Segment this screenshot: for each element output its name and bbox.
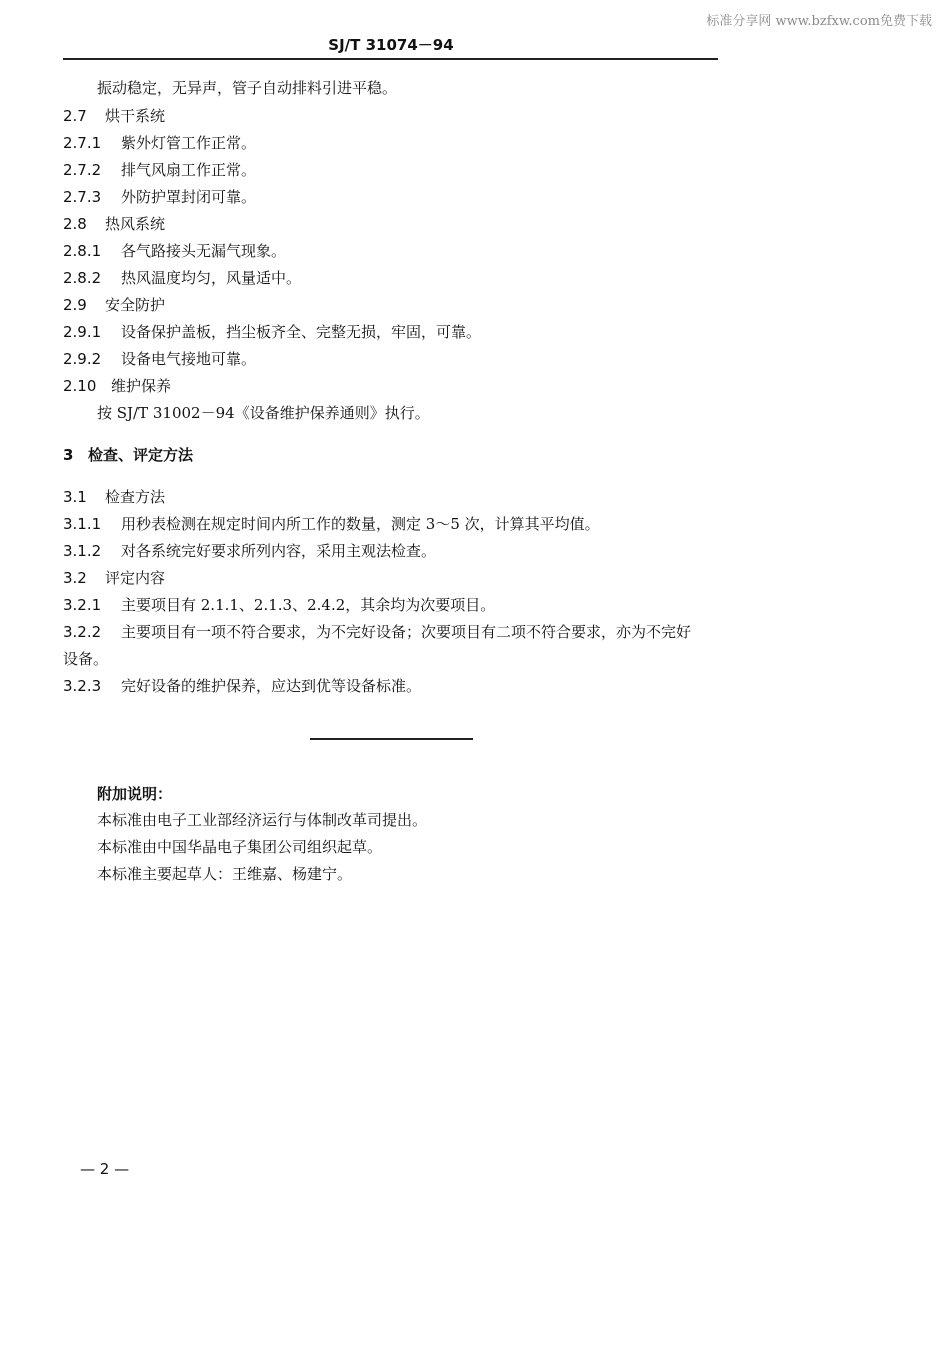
page-number: — 2 —: [80, 1160, 130, 1178]
section-number: 3.2.2: [63, 623, 102, 641]
section-2-8-1: [63, 241, 286, 261]
section-text: 排气风扇工作正常。: [121, 161, 257, 179]
section-2-7-2: [63, 160, 256, 180]
section-title: 热风系统: [105, 215, 166, 233]
section-number: 2.9: [63, 296, 87, 314]
paragraph-continuation: 振动稳定，无异声，管子自动排料引进平稳。: [97, 79, 398, 97]
section-2-8: [63, 214, 165, 234]
watermark-text: 标准分享网 www.bzfxw.com免费下载: [706, 14, 932, 29]
section-title: 安全防护: [105, 296, 166, 314]
appendix-line: 本标准由电子工业部经济运行与体制改革司提出。: [97, 811, 428, 829]
section-text: 设备保护盖板，挡尘板齐全、完整无损，牢固，可靠。: [121, 323, 482, 341]
section-number: 3.1.1: [63, 515, 102, 533]
section-text: 主要项目有一项不符合要求，为不完好设备；次要项目有二项不符合要求，亦为不完好: [121, 623, 692, 641]
header-rule: [63, 58, 718, 60]
section-2-10: [63, 376, 171, 396]
section-number: 3.1: [63, 488, 87, 506]
section-2-7-3: [63, 187, 256, 207]
chapter-3-heading: [63, 445, 193, 465]
section-number: 3.2: [63, 569, 87, 587]
section-number: 2.7: [63, 107, 87, 125]
section-number: 3.1.2: [63, 542, 102, 560]
end-rule: [310, 738, 473, 740]
section-3-2-2: [63, 622, 691, 642]
section-number: 3.2.1: [63, 596, 102, 614]
section-3-2: [63, 568, 165, 588]
chapter-number: 3: [63, 446, 74, 464]
section-title: 烘干系统: [105, 107, 166, 125]
section-3-2-3: [63, 676, 421, 696]
section-text: 紫外灯管工作正常。: [121, 134, 257, 152]
section-3-1-1: [63, 514, 600, 534]
section-text: 完好设备的维护保养，应达到优等设备标准。: [121, 677, 422, 695]
section-title: 检查方法: [105, 488, 166, 506]
section-2-9-1: [63, 322, 481, 342]
standard-code: SJ/T 31074－94: [328, 36, 454, 54]
section-text: 外防护罩封闭可靠。: [121, 188, 257, 206]
section-number: 2.7.2: [63, 161, 102, 179]
section-3-1: [63, 487, 165, 507]
section-number: 2.8.2: [63, 269, 102, 287]
section-text: 各气路接头无漏气现象。: [121, 242, 287, 260]
section-number: 2.9.1: [63, 323, 102, 341]
section-title: 维护保养: [111, 377, 172, 395]
section-2-8-2: [63, 268, 301, 288]
section-number: 3.2.3: [63, 677, 102, 695]
appendix-line: 本标准由中国华晶电子集团公司组织起草。: [97, 838, 383, 856]
appendix-line: 本标准主要起草人：王维嘉、杨建宁。: [97, 865, 353, 883]
section-text: 主要项目有 2.1.1、2.1.3、2.4.2，其余均为次要项目。: [121, 596, 496, 614]
section-number: 2.7.3: [63, 188, 102, 206]
appendix-title: 附加说明：: [97, 785, 173, 803]
section-number: 2.8: [63, 215, 87, 233]
section-2-10-body: 按 SJ/T 31002－94《设备维护保养通则》执行。: [97, 404, 430, 422]
section-3-1-2: [63, 541, 436, 561]
section-2-7-1: [63, 133, 256, 153]
section-2-9: [63, 295, 165, 315]
section-number: 2.10: [63, 377, 97, 395]
section-text: 对各系统完好要求所列内容，采用主观法检查。: [121, 542, 437, 560]
section-3-2-2-continuation: 设备。: [63, 650, 109, 668]
section-number: 2.8.1: [63, 242, 102, 260]
section-text: 设备电气接地可靠。: [121, 350, 257, 368]
section-number: 2.9.2: [63, 350, 102, 368]
section-2-9-2: [63, 349, 256, 369]
chapter-title: 检查、评定方法: [88, 446, 194, 464]
section-number: 2.7.1: [63, 134, 102, 152]
section-2-7: [63, 106, 165, 126]
section-3-2-1: [63, 595, 495, 615]
section-title: 评定内容: [105, 569, 166, 587]
section-text: 热风温度均匀，风量适中。: [121, 269, 302, 287]
section-text: 用秒表检测在规定时间内所工作的数量，测定 3～5 次，计算其平均值。: [121, 515, 600, 533]
